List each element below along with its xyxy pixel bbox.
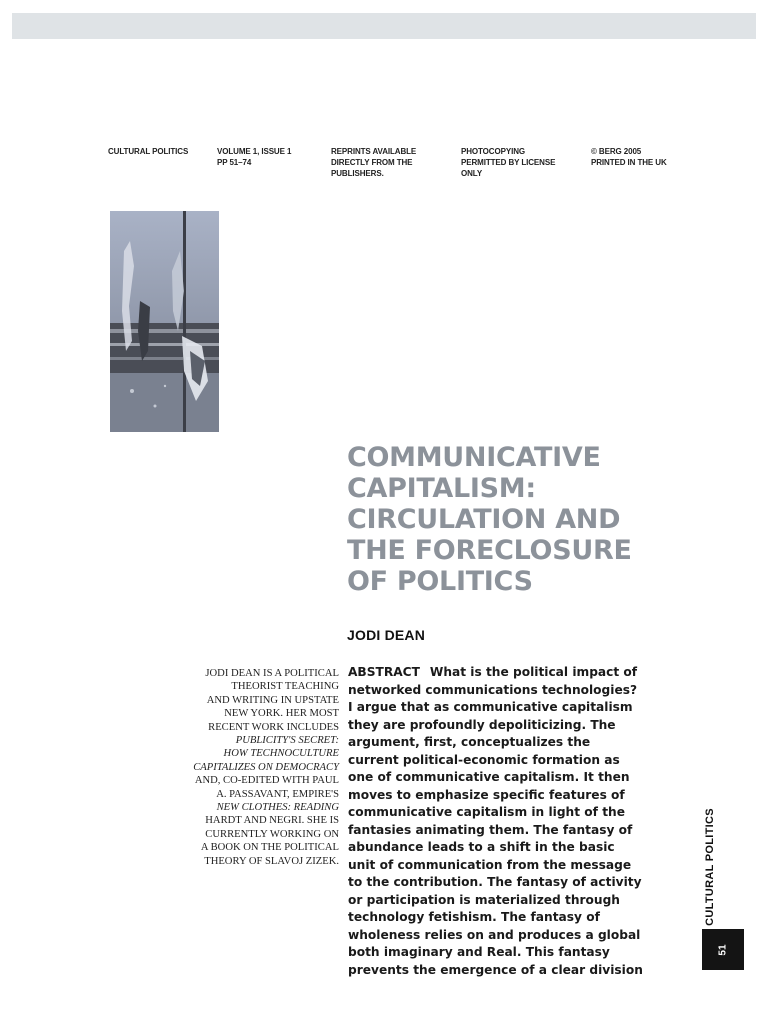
page-number: 51 xyxy=(717,943,729,956)
meta-line: © BERG 2005 xyxy=(591,147,642,156)
bio-line: CURRENTLY WORKING ON xyxy=(205,828,339,840)
abstract-line: networked communications technologies? xyxy=(348,682,638,697)
abstract-line: wholeness relies on and produces a global xyxy=(348,927,641,942)
author-name: JODI DEAN xyxy=(347,627,426,643)
abstract-line: communicative capitalism in light of the xyxy=(348,805,625,819)
meta-photocopying xyxy=(461,146,576,179)
meta-copyright xyxy=(591,146,667,168)
bio-line: A. PASSAVANT, EMPIRE'S xyxy=(216,788,339,800)
bio-line: JODI DEAN IS A POLITICAL xyxy=(205,668,339,679)
abstract-line: they are profoundly depoliticizing. The xyxy=(348,717,616,732)
meta-line: CULTURAL POLITICS xyxy=(108,147,189,156)
meta-line: VOLUME 1, ISSUE 1 xyxy=(217,147,292,156)
abstract-line: one of communicative capitalism. It then xyxy=(348,770,630,784)
abstract-label: ABSTRACT xyxy=(348,665,420,679)
abstract-line: or participation is materialized through xyxy=(348,892,620,907)
abstract-line: fantasies animating them. The fantasy of xyxy=(348,822,633,837)
abstract-line: argument, first, conceptualizes the xyxy=(348,735,591,749)
bio-line: AND WRITING IN UPSTATE xyxy=(206,694,339,706)
page-number-box xyxy=(702,929,744,970)
abstract-line: I argue that as communicative capitalism xyxy=(348,700,633,714)
abstract-line: prevents the emergence of a clear division xyxy=(348,962,643,977)
abstract-line: unit of communication from the message xyxy=(348,857,632,872)
bio-line: NEW YORK. HER MOST xyxy=(224,708,339,720)
bio-line: PUBLICITY'S SECRET: xyxy=(235,735,339,747)
meta-reprints xyxy=(331,146,441,179)
meta-line: PUBLISHERS. xyxy=(331,169,384,178)
abstract-line: abundance leads to a shift in the basic xyxy=(348,840,615,854)
abstract-line: current political-economic formation as xyxy=(348,752,620,767)
bio-line: THEORY OF SLAVOJ ZIZEK. xyxy=(204,855,339,867)
meta-line: PRINTED IN THE UK xyxy=(591,158,667,167)
abstract-line: technology fetishism. The fantasy of xyxy=(348,910,600,924)
bio-line: NEW CLOTHES: READING xyxy=(216,802,339,814)
bio-line: HARDT AND NEGRI. SHE IS xyxy=(205,815,339,827)
meta-line: REPRINTS AVAILABLE xyxy=(331,147,417,156)
meta-line: PHOTOCOPYING xyxy=(461,147,525,156)
abstract-text: What is the political impact of xyxy=(429,665,638,679)
bio-line: A BOOK ON THE POLITICAL xyxy=(200,842,339,854)
abstract-line: to the contribution. The fantasy of activity xyxy=(348,875,642,889)
author-bio xyxy=(176,667,339,868)
meta-line: ONLY xyxy=(461,169,483,178)
bio-line: CAPITALIZES ON DEMOCRACY xyxy=(193,761,339,773)
bio-line: RECENT WORK INCLUDES xyxy=(208,721,339,733)
abstract xyxy=(348,664,648,979)
abstract-line: both imaginary and Real. This fantasy xyxy=(348,945,610,959)
meta-line: PERMITTED BY LICENSE xyxy=(461,158,556,167)
bio-line: HOW TECHNOCULTURE xyxy=(223,748,339,760)
meta-volume xyxy=(217,146,291,168)
meta-journal xyxy=(108,146,188,157)
article-title: COMMUNICATIVE CAPITALISM: CIRCULATION AND THE FORECLOSURE OF POLITICS xyxy=(347,442,632,597)
scan-top-strip xyxy=(12,13,756,39)
meta-line: PP 51–74 xyxy=(217,158,252,167)
abstract-line xyxy=(348,664,648,682)
bio-line: THEORIST TEACHING xyxy=(231,681,339,693)
cover-image xyxy=(110,211,219,432)
side-journal-text: CULTURAL POLITICS xyxy=(704,808,716,926)
side-journal-label xyxy=(685,807,735,927)
abstract-line: moves to emphasize specific features of xyxy=(348,787,625,802)
meta-line: DIRECTLY FROM THE xyxy=(331,158,413,167)
bio-line: AND, CO-EDITED WITH PAUL xyxy=(194,775,339,787)
